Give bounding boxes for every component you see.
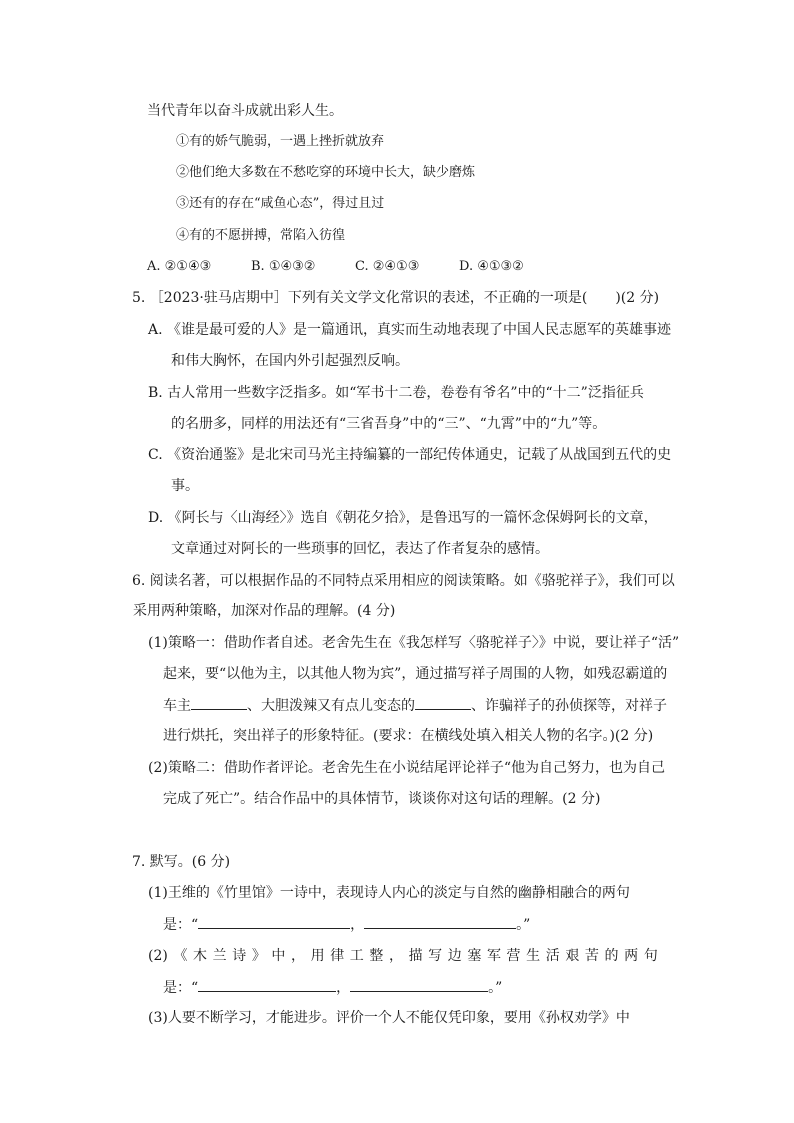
q4-choice-b[interactable]: B. ①④③②	[251, 259, 316, 274]
q6-p1-line4: 进行烘托，突出祥子的形象特征。(要求：在横线处填入相关人物的名字。)(2 分)	[163, 728, 654, 744]
q5-option-d-line1: D. 《阿长与〈山海经〉》选自《朝花夕拾》，是鲁迅写的一篇怀念保姆阿长的文章，	[148, 510, 658, 526]
q4-item-2: ②他们绝大多数在不愁吃穿的环境中长大，缺少磨炼	[176, 165, 476, 180]
q7-p1-blank-2[interactable]	[364, 914, 516, 929]
q7-p2-blank-2[interactable]	[350, 977, 488, 992]
q5-stem: 5. ［2023·驻马店期中］下列有关文学文化常识的表述，不正确的一项是( )(2 分)	[132, 290, 660, 306]
q7-p2-char: 军	[486, 948, 501, 964]
q7-p2-char: 句	[643, 948, 658, 964]
q7-p2-char: 塞	[467, 948, 482, 964]
q5-option-c-line2: 事。	[171, 478, 199, 494]
q4-item-1: ①有的娇气脆弱，一遇上挫折就放弃	[176, 134, 385, 149]
q7-p2-line1	[148, 946, 658, 966]
q4-lead: 当代青年以奋斗成就出彩人生。	[147, 103, 343, 119]
q7-p2-char: 活	[545, 948, 560, 964]
q7-p1-blank-1[interactable]	[198, 914, 350, 929]
q7-p2-char: 边	[447, 948, 462, 964]
q6-p2-line1: (2)策略二：借助作者评论。老舍先生在小说结尾评论祥子“他为自己努力，也为自己	[148, 760, 665, 776]
q7-p2-char: 用	[310, 948, 325, 964]
q6-p1-line1: (1)策略一：借助作者自述。老舍先生在《我怎样写〈骆驼祥子〉》中说，要让祥子“活”	[148, 635, 680, 651]
q7-p2-char: 营	[506, 948, 521, 964]
q7-p2-char: 木	[193, 948, 208, 964]
q7-p2-end: 。”	[488, 980, 503, 996]
q6-p1-line3-a: 车主	[163, 698, 191, 714]
q7-stem: 7. 默写。(6 分)	[132, 854, 231, 870]
q7-p2-char: 律	[330, 948, 345, 964]
q7-p2-char: 工	[349, 948, 364, 964]
q7-p2-char: ，	[388, 948, 403, 964]
q7-p2-pre: 是：“	[163, 980, 199, 996]
q4-choice-a[interactable]: A. ②①④③	[147, 259, 212, 274]
q5-option-d-line2: 文章通过对阿长的一些琐事的回忆，表达了作者复杂的感情。	[171, 541, 549, 557]
q7-p2-mid: ，	[336, 980, 351, 996]
q7-p2-char: 》	[251, 948, 266, 964]
q4-choice-c[interactable]: C. ②④①③	[355, 259, 420, 274]
q4-item-4: ④有的不愿拼搏，常陷入彷徨	[176, 228, 346, 243]
q7-p1-line1: (1)王维的《竹里馆》一诗中，表现诗人内心的淡定与自然的幽静相融合的两句	[148, 885, 630, 901]
q6-p1-line3-b: 、大胆泼辣又有点儿变态的	[247, 698, 415, 714]
q7-p2-char: 生	[526, 948, 541, 964]
q5-option-b-line2: 的名册多，同样的用法还有“三省吾身”中的“三”、“九霄”中的“九”等。	[171, 416, 607, 432]
q7-p2-char: 中	[271, 948, 286, 964]
q7-p2-char: 苦	[584, 948, 599, 964]
q6-blank-2[interactable]	[415, 695, 471, 710]
q7-p2-char: 的	[604, 948, 619, 964]
q7-p2-char: 艰	[565, 948, 580, 964]
q7-p1-mid: ，	[350, 917, 365, 933]
q6-blank-1[interactable]	[191, 695, 247, 710]
q5-option-c-line1: C. 《资治通鉴》是北宋司马光主持编纂的一部纪传体通史，记载了从战国到五代的史	[148, 447, 672, 463]
q6-stem-line2: 采用两种策略，加深对作品的理解。(4 分)	[133, 603, 396, 619]
q7-p2-line2	[163, 977, 502, 998]
q7-p1-line2	[163, 914, 530, 935]
q7-p2-char: (2)	[148, 948, 168, 964]
q7-p2-char: ，	[291, 948, 305, 964]
q6-p2-line2: 完成了死亡”。结合作品中的具体情节，谈谈你对这句话的理解。(2 分)	[163, 791, 601, 807]
q6-p1-line2: 起来，要“以他为主，以其他人物为宾”，通过描写祥子周围的人物，如残忍霸道的	[163, 666, 668, 682]
q6-stem-line1: 6. 阅读名著，可以根据作品的不同特点采用相应的阅读策略。如《骆驼祥子》，我们可以	[132, 573, 675, 589]
q6-p1-line3	[163, 695, 667, 716]
q7-p2-char: 两	[624, 948, 639, 964]
q7-p1-pre: 是：“	[163, 917, 199, 933]
q7-p2-char: 诗	[232, 948, 247, 964]
q5-option-a-line1: A. 《谁是最可爱的人》是一篇通讯，真实而生动地表现了中国人民志愿军的英雄事迹	[148, 322, 672, 338]
q7-p1-end: 。”	[516, 917, 531, 933]
q7-p2-char: 《	[173, 948, 188, 964]
q5-option-a-line2: 和伟大胸怀，在国内外引起强烈反响。	[171, 353, 409, 369]
q7-p3-line1: (3)人要不断学习，才能进步。评价一个人不能仅凭印象，要用《孙权劝学》中	[148, 1010, 630, 1026]
q4-item-3: ③还有的存在“咸鱼心态”，得过且过	[176, 196, 385, 211]
q4-choices	[147, 257, 524, 277]
q7-p2-char: 兰	[212, 948, 227, 964]
q5-option-b-line1: B. 古人常用一些数字泛指多。如“军书十二卷，卷卷有爷名”中的“十二”泛指征兵	[148, 385, 644, 401]
q7-p2-blank-1[interactable]	[198, 977, 336, 992]
q7-p2-char: 整	[369, 948, 384, 964]
q4-choice-d[interactable]: D. ④①③②	[459, 259, 524, 274]
q6-p1-line3-c: 、诈骗祥子的孙侦探等，对祥子	[471, 698, 667, 714]
q7-p2-char: 写	[428, 948, 443, 964]
q7-p2-char: 描	[408, 948, 423, 964]
